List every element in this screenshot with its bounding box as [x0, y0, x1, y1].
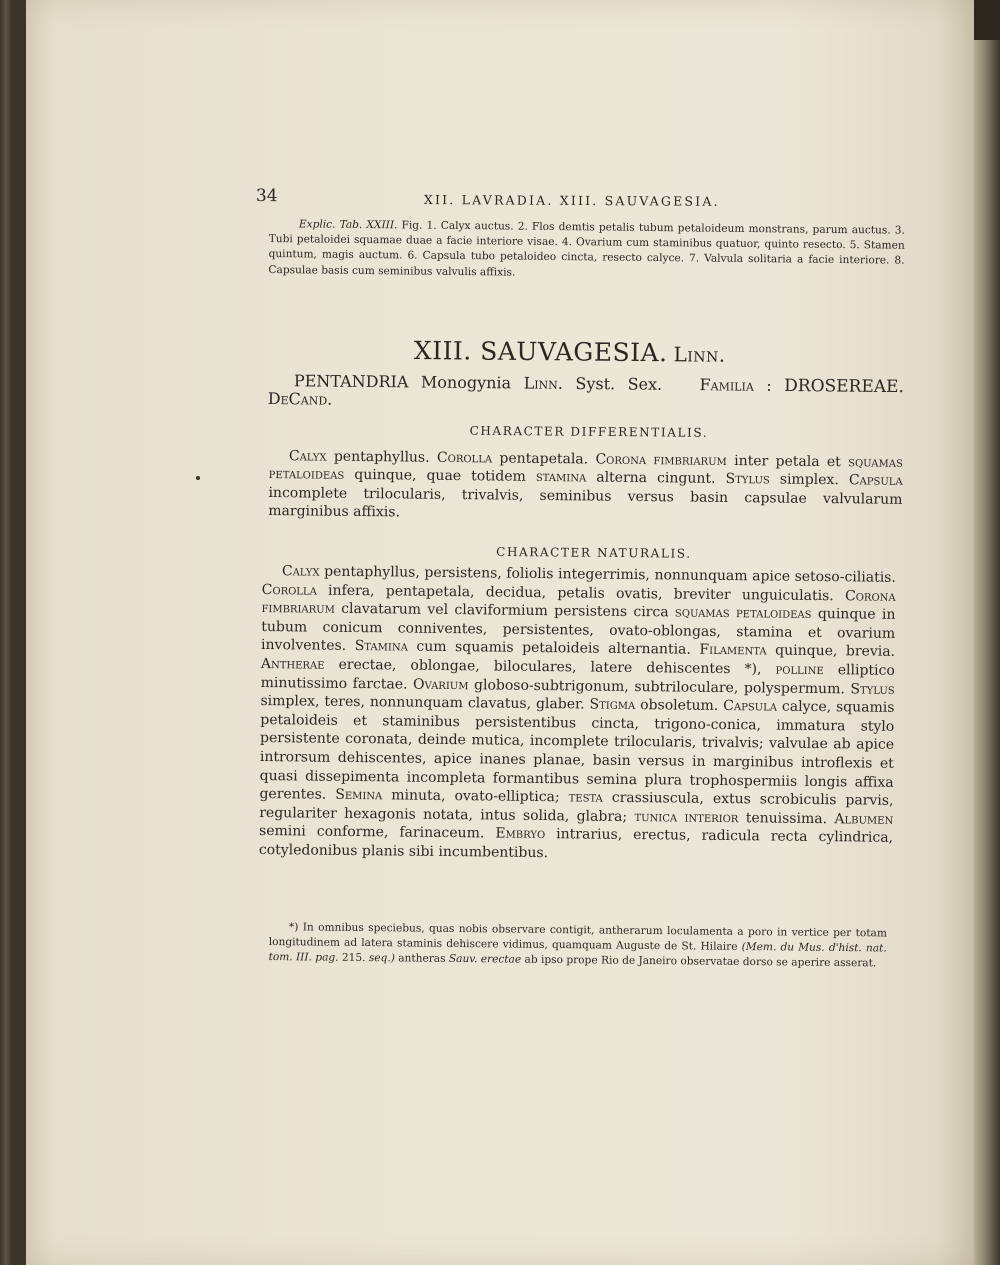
term: Filamenta — [699, 642, 767, 659]
text-run: simplex, teres, nonnunquam clavatus, glaber. — [260, 693, 590, 713]
explanation-text: Fig. 1. Calyx auctus. 2. Flos demtis petalis tubum petaloideum monstrans, parum auctus. 3. Tubi petaloidei squamae duae a facie interiore visae. 4. Ovarium cum staminibus quatuor, quinto resecto. 5. Stamen quintum, magis auctum. 6. Capsula tubo petaloideo cincta, resecto calyce. 7. Valvula solitaria a facie interiore. 8. Capsulae basis cum seminibus valvulis affixis. — [268, 219, 905, 279]
system-author: Linn. — [523, 373, 564, 393]
footnote — [269, 920, 887, 972]
text-run: (Mem. du Mus. d'hist. nat. tom. III. pag. — [268, 941, 887, 965]
term: polline — [775, 661, 824, 679]
term: testa — [568, 789, 603, 806]
term: Calyx — [281, 563, 320, 580]
text-run: *) In omnibus speciebus, quas nobis observare contigit, antherarum loculamenta a poro in vertice per totam longitudinem ad latera staminis dehiscere vidimus, quamquam Auguste de St. Hilaire — [268, 921, 887, 954]
text-run: pentapetala. — [492, 450, 596, 468]
text-run: incomplete trilocularis, trivalvis, seminibus versus basin capsulae valvularum marginibus affixis. — [268, 484, 903, 521]
class-name: PENTANDRIA — [293, 371, 409, 392]
text-run: Sauv. erectae — [448, 953, 522, 967]
term: Corolla — [436, 449, 493, 467]
text-run: infera, pentapetala, decidua, petalis ovatis, breviter unguiculatis. — [316, 582, 846, 604]
term: Calyx — [288, 448, 327, 465]
family-name: DROSEREAE. — [784, 375, 905, 398]
genus-author: Linn. — [673, 342, 726, 367]
family-label: Familia : — [699, 375, 772, 395]
term: Capsula — [848, 472, 903, 490]
text-run: quinque in tubum conicum conniventes, persistentes, ovato-oblongas, stamina et ovarium involventes. — [261, 606, 896, 655]
character-differentialis-text — [268, 447, 903, 527]
text-run: elliptico minutissimo farctae. — [260, 662, 895, 693]
text-run: cum squamis petaloideis alternantia. — [407, 638, 700, 659]
term: Ovarium — [413, 676, 469, 693]
text-run: globoso-subtrigonum, subtriloculare, polyspermum. — [468, 676, 851, 697]
term: Albumen — [834, 810, 894, 828]
text-run: alterna cingunt. — [586, 469, 726, 488]
page-number: 34 — [255, 186, 278, 207]
term: Stylus — [850, 680, 895, 698]
text-run: crassiuscula, extus scrobiculis parvis, regulariter hexagonis notata, intus solida, glabra; — [259, 789, 894, 825]
term: squamas petaloideas — [674, 604, 812, 623]
text-run: tenuissima. — [738, 809, 835, 827]
running-head — [256, 186, 896, 214]
term: stamina — [535, 469, 587, 486]
text-run: antheras — [394, 952, 449, 966]
text-run: quinque, quae totidem — [344, 467, 536, 486]
text-run: inter petala et — [726, 452, 849, 471]
term: tunica interior — [634, 808, 739, 826]
ink-speck — [196, 476, 200, 480]
text-run: quinque, brevia. — [766, 642, 896, 661]
term: Semina — [335, 786, 383, 804]
term: squamas petaloideas — [268, 454, 903, 484]
term: Stamina — [354, 638, 408, 655]
order-name: Monogynia — [420, 372, 512, 393]
paper-sheet — [26, 0, 974, 1265]
genus-title — [414, 336, 814, 368]
heading-character-differentialis: CHARACTER DIFFERENTIALIS. — [469, 423, 709, 440]
system-name: Syst. Sex. — [575, 373, 663, 394]
text-run: obsoletum. — [635, 697, 724, 715]
adjacent-page-edge — [974, 40, 1000, 1265]
classification — [268, 372, 904, 413]
family-author: DeCand. — [267, 388, 333, 409]
text-run: 215. — [338, 952, 369, 965]
term: Corona fimbriarum — [595, 451, 727, 469]
text-run: pentaphyllus, persistens, foliolis integerrimis, nonnunquam apice setoso-ciliatis. — [319, 563, 896, 586]
text-run: clavatarum vel claviformium persistens circa — [334, 600, 676, 621]
text-run: simplex. — [769, 471, 849, 489]
term: Corolla — [261, 581, 317, 599]
text-run: intrarius, erectus, radicula recta cylindrica, cotyledonibus planis sibi incumbentibus. — [258, 826, 894, 862]
heading-character-naturalis: CHARACTER NATURALIS. — [496, 544, 692, 561]
term: Antherae — [260, 655, 325, 673]
plate-explanation — [268, 217, 905, 284]
text-run: pentaphyllus. — [326, 448, 438, 466]
character-naturalis-text — [259, 562, 896, 866]
term: Capsula — [723, 698, 778, 715]
text-run: semini conforme, farinaceum. — [258, 823, 496, 842]
text-run: erectae, oblongae, biloculares, latere dehiscentes *), — [324, 656, 776, 678]
text-run: minuta, ovato-elliptica; — [382, 787, 569, 806]
explanation-label: Explic. Tab. XXIII. — [298, 218, 398, 232]
text-run: seq.) — [368, 952, 395, 965]
text-run: calyce, squamis petaloideis et staminibus persistentibus cincta, trigono-conica, immatura stylo persistente coronata, deinde mutica, incomplete trilocularis, trivalvis; valvulae ab apice introrsum dehiscentes, apice inanes planae, basin versus in marginibus introflexis et quasi dissepimenta incompleta formantibus semina plura trophospermiis longis affixa gerentes. — [259, 698, 895, 803]
genus-name: XIII. SAUVAGESIA. — [413, 336, 668, 368]
running-title: XII. LAVRADIA. XIII. SAUVAGESIA. — [423, 192, 720, 209]
text-run: ab ipso prope Rio de Janeiro observatae dorso se aperire asserat. — [521, 954, 877, 970]
term: Stigma — [589, 696, 636, 714]
term: Embryo — [495, 825, 546, 843]
term: Stylus — [725, 471, 770, 488]
term: Corona fimbriarum — [261, 587, 896, 617]
